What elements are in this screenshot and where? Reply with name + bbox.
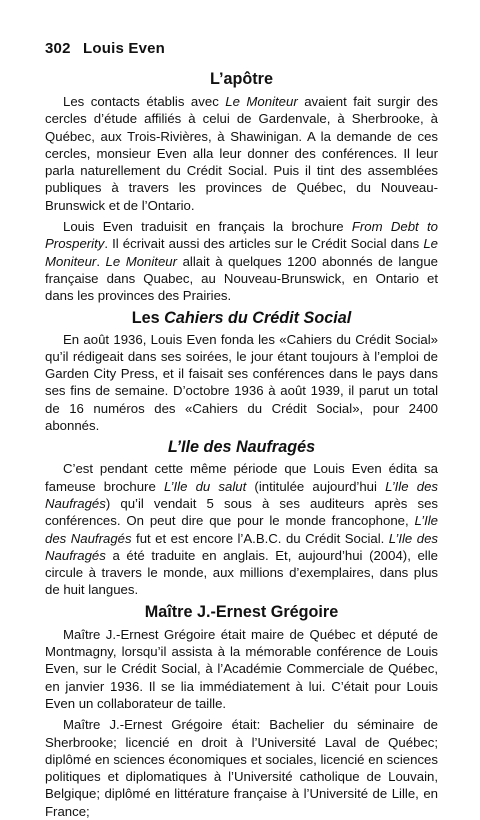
section-heading-ile-des-naufrages: L’Ile des Naufragés xyxy=(167,438,316,457)
section-heading-gregoire: Maître J.-Ernest Grégoire xyxy=(144,602,339,621)
paragraph: Maître J.-Ernest Grégoire était: Bachelier du séminaire de Sherbrooke; licencié en droit à l’Université Laval de Québec; diplômé en sciences économiques et sociales, licencié en sciences politiques et diplomatiques à l’Université catholique de Louvain, Belgique; diplômé en littérature française à l’Université de Lille, en France; xyxy=(45,717,438,819)
running-title: Louis Even xyxy=(83,40,166,57)
paragraph: Les contacts établis avec Le Moniteur avaient fait surgir des cercles d’étude affiliés à celui de Gardenvale, à Sherbrooke, à Québec, aux Trois-Rivières, à Shawinigan. A la demande de ces cercles, monsieur Even alla leur donner des conférences. Il leur parla naturellement du Crédit Social. Puis il tint des assemblées publiques à travers les provinces de Québec, du Nouveau-Brunswick et de l’Ontario. xyxy=(45,94,439,213)
paragraph: Maître J.-Ernest Grégoire était maire de Québec et député de Montmagny, lorsqu’il assista à la mémorable conférence de Louis Even, sur le Crédit Social, à l’Académie Commerciale de Québec, en janvier 1936. Il se lia immédiatement à lui. C’était pour Louis Even un collaborateur de taille. xyxy=(45,626,438,711)
paragraph: C’est pendant cette même période que Louis Even édita sa fameuse brochure L’Ile du salut (intitulée aujourd’hui L’Ile des Naufragés) qu’il vendait 5 sous à ses auditeurs après ses conférences. On peut dire que pour le monde francophone, L’Ile des Naufragés fut et est encore l’A.B.C. du Crédit Social. L’Ile des Naufragés a été traduite en anglais. Et, aujourd’hui (2004), elle circule à travers le monde, aux millions d’exemplaires, dans plus de huit langues. xyxy=(45,461,438,598)
page-number: 302 xyxy=(45,40,71,57)
paragraph: Louis Even traduisit en français la brochure From Debt to Prosperity. Il écrivait aussi des articles sur le Crédit Social dans Le Moniteur. Le Moniteur allait à quelques 1200 abonnés de langue française dans Quabec, au Nouveau-Brunswick, en Ontario et dans les provinces des Prairies. xyxy=(45,219,438,304)
paragraph: En août 1936, Louis Even fonda les «Cahiers du Crédit Social» qu’il rédigeait dans ses soirées, le jour étant toujours à l’emploi de Garden City Press, et il faisait ses conférences dans le pays dans ses fins de semaine. D’octobre 1936 à août 1939, il parut un total de 16 numéros des «Cahiers du Crédit Social», pour 2400 abonnés. xyxy=(45,331,438,434)
page-body xyxy=(45,70,439,819)
running-head xyxy=(45,40,165,57)
section-heading-apotre: L’apôtre xyxy=(210,70,273,88)
section-heading-cahiers: Les Cahiers du Crédit Social xyxy=(131,308,352,327)
